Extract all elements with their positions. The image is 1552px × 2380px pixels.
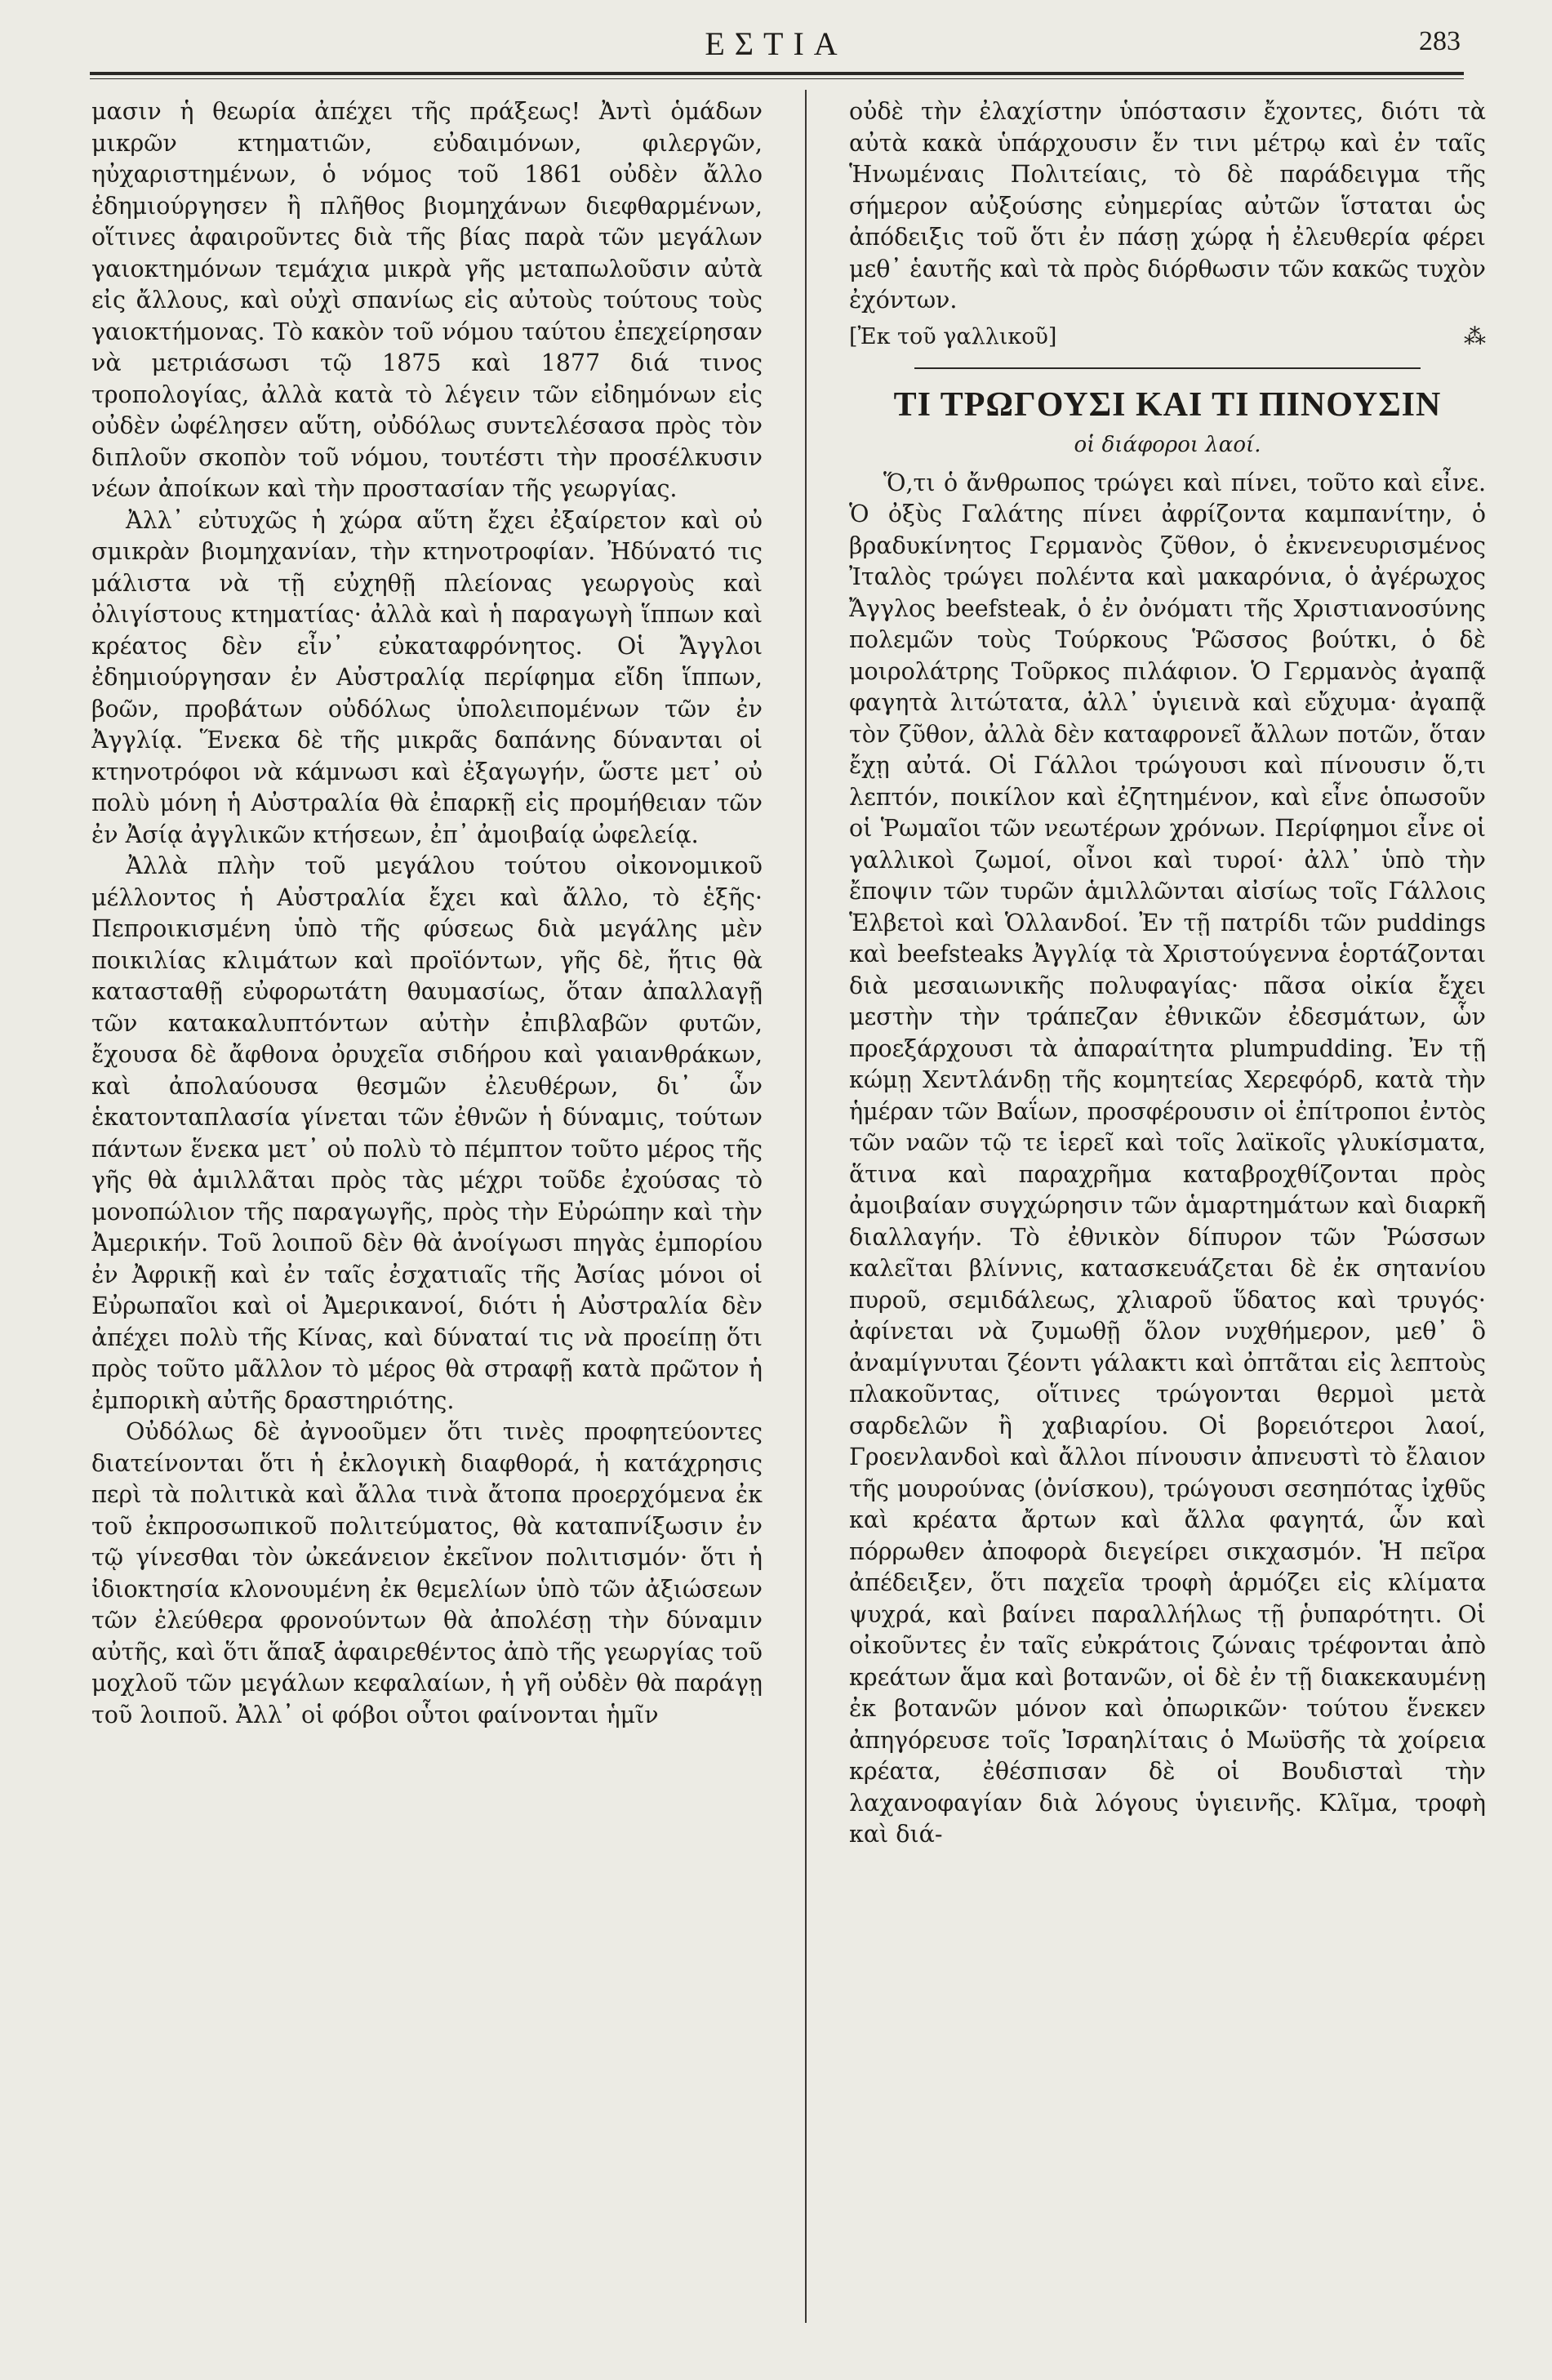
paragraph: Ἀλλὰ πλὴν τοῦ μεγάλου τούτου οἰκονομικοῦ μέλλοντος ἡ Αὐστραλία ἔχει καὶ ἄλλο, τὸ ἑξῆς· Πεπροικισμένη ὑπὸ τῆς φύσεως διὰ μεγάλης μὲν ποικιλίας κλιμάτων καὶ προϊόντων, γῆς δὲ, ἥτις θὰ κατασταθῇ εὐφορωτάτη θαυμασίως, ὅταν ἀπαλλαγῇ τῶν κατακαλυπτόντων αὐτὴν ἐπιβλαβῶν φυτῶν, ἔχουσα δὲ ἄφθονα ὀρυχεῖα σιδήρου καὶ γαιανθράκων, καὶ ἀπολαύουσα θεσμῶν ἐλευθέρων, δι᾽ ὧν ἑκατονταπλασία γίνεται τῶν ἐθνῶν ἡ δύναμις, τούτων πάντων ἕνεκα μετ᾽ οὐ πολὺ τὸ πέμπτον τοῦτο μέρος τῆς γῆς θὰ ἁμιλλᾶται πρὸς τὰς μέχρι τοῦδε ἐχούσας τὸ μονοπώλιον τῆς παραγωγῆς, πρὸς τὴν Εὐρώπην καὶ τὴν Ἀμερικήν. Τοῦ λοιποῦ δὲν θὰ ἀνοίγωσι πηγὰς ἐμπορίου ἐν Ἀφρικῇ καὶ ἐν ταῖς ἐσχατιαῖς τῆς Ἀσίας μόνοι οἱ Εὐρωπαῖοι καὶ οἱ Ἀμερικανοί, διότι ἡ Αὐστραλία δὲν ἀπέχει πολὺ τῆς Κίνας, καὶ δύναταί τις νὰ προείπῃ ὅτι πρὸς τοῦτο μᾶλλον τὸ μέρος θὰ στραφῇ κατὰ πρῶτον ἡ ἐμπορικὴ αὐτῆς δραστηριότης. xyxy=(91,852,763,1414)
right-column xyxy=(849,96,1486,2331)
article-subtitle: οἱ διάφοροι λαοί. xyxy=(1074,433,1261,457)
header-rule-thin xyxy=(90,78,1464,79)
paragraph: μασιν ἡ θεωρία ἀπέχει τῆς πράξεως! Ἀντὶ ὁμάδων μικρῶν κτηματιῶν, εὐδαιμόνων, φιλεργῶν, ηὐχαριστημένων, ὁ νόμος τοῦ 1861 οὐδὲν ἄλλο ἐδημιούργησεν ἢ πλῆθος βιομηχάνων διεφθαρμένων, οἵτινες ἀφαιροῦντες διὰ τῆς βίας παρὰ τῶν μεγάλων γαιοκτημόνων τεμάχια μικρὰ γῆς μεταπωλοῦσιν αὐτὰ εἰς ἄλλους, καὶ οὐχὶ σπανίως εἰς αὐτοὺς τούτους τοὺς γαιοκτήμονας. Τὸ κακὸν τοῦ νόμου ταύτου ἐπεχείρησαν νὰ μετριάσωσι τῷ 1875 καὶ 1877 διά τινος τροπολογίας, ἀλλὰ κατὰ τὸ λέγειν τῶν εἰδημόνων εἰς οὐδὲν ὠφέλησεν αὕτη, οὐδόλως συντελέσασα πρὸς τὸν διπλοῦν σκοπὸν τοῦ νόμου, τουτέστι τὴν προσέλκυσιν νέων ἀποίκων καὶ τὴν προστασίαν τῆς γεωργίας. xyxy=(91,98,763,502)
paragraph: οὐδὲ τὴν ἐλαχίστην ὑπόστασιν ἔχοντες, διότι τὰ αὐτὰ κακὰ ὑπάρχουσιν ἔν τινι μέτρῳ καὶ ἐν ταῖς Ἡνωμέναις Πολιτείαις, τὸ δὲ παράδειγμα τῆς σήμερον αὐξούσης εὐημερίας αὐτῶν ἵσταται ὡς ἀπόδειξις τοῦ ὅτι ἐν πάσῃ χώρᾳ ἡ ἐλευθερία φέρει μεθ᾽ ἑαυτῆς καὶ τὰ πρὸς διόρθωσιν τῶν κακῶς τυχὸν ἐχόντων. xyxy=(849,98,1486,314)
source-note: [Ἐκ τοῦ γαλλικοῦ] xyxy=(849,323,1057,349)
paragraph: Ὅ,τι ὁ ἄνθρωπος τρώγει καὶ πίνει, τοῦτο καὶ εἶνε. Ὁ ὀξὺς Γαλάτης πίνει ἀφρίζοντα καμπανίτην, ὁ βραδυκίνητος Γερμανὸς ζῦθον, ὁ ἐκνενευρισμένος Ἰταλὸς τρώγει πολέντα καὶ μακαρόνια, ὁ ἀγέρωχος Ἄγγλος beefsteak, ὁ ἐν ὀνόματι τῆς Χριστιανοσύνης πολεμῶν τοὺς Τούρκους Ῥῶσσος βούτκι, ὁ δὲ μοιρολάτρης Τοῦρκος πιλάφιον. Ὁ Γερμανὸς ἀγαπᾷ φαγητὰ λιτώτατα, ἀλλ᾽ ὑγιεινὰ καὶ εὔχυμα· ἀγαπᾷ τὸν ζῦθον, ἀλλὰ δὲν καταφρονεῖ ἄλλων ποτῶν, ὅταν ἔχῃ αὐτά. Οἱ Γάλλοι τρώγουσι καὶ πίνουσιν ὅ,τι λεπτόν, ποικίλον καὶ ἐζητημένον, καὶ εἶνε ὁπωσοῦν οἱ Ῥωμαῖοι τῶν νεωτέρων χρόνων. Περίφημοι εἶνε οἱ γαλλικοὶ ζωμοί, οἶνοι καὶ τυροί· ἀλλ᾽ ὑπὸ τὴν ἔποψιν τῶν τυρῶν ἁμιλλῶνται αἰσίως τοῖς Γάλλοις Ἑλβετοὶ καὶ Ὁλλανδοί. Ἐν τῇ πατρίδι τῶν puddings καὶ beefsteaks Ἀγγλίᾳ τὰ Χριστούγεννα ἑορτάζονται διὰ μεσαιωνικῆς πολυφαγίας· πᾶσα οἰκία ἔχει μεστὴν τὴν τράπεζαν ἐθνικῶν ἐδεσμάτων, ὧν προεξάρχουσι τὰ ἀπαραίτητα plumpudding. Ἐν τῇ κώμῃ Χεντλάνδῃ τῆς κομητείας Χερεφόρδ, κατὰ τὴν ἡμέραν τῶν Βαΐων, προσφέρουσιν οἱ ἐπίτροποι ἐντὸς τῶν ναῶν τῷ τε ἱερεῖ καὶ τοῖς λαϊκοῖς γλυκίσματα, ἅτινα καὶ παραχρῆμα καταβροχθίζονται πρὸς ἀμοιβαίαν συγχώρησιν τῶν ἁμαρτημάτων καὶ διαρκῆ διαλλαγήν. Τὸ ἐθνικὸν δίπυρον τῶν Ῥώσσων καλεῖται βλίννις, κατασκευάζεται δὲ ἐκ σητανίου πυροῦ, σεμιδάλεως, χλιαροῦ ὕδατος καὶ τρυγός· ἀφίνεται νὰ ζυμωθῇ ὅλον νυχθήμερον, μεθ᾽ ὃ ἀναμίγνυται ζέοντι γάλακτι καὶ ὀπτᾶται εἰς λεπτοὺς πλακοῦντας, οἵτινες τρώγονται θερμοὶ μετὰ σαρδελῶν ἢ χαβιαρίου. Οἱ βορειότεροι λαοί, Γροενλανδοὶ καὶ ἄλλοι πίνουσιν ἀπνευστὶ τὸ ἔλαιον τῆς μουρούνας (ὀνίσκου), τρώγουσι σεσηπότας ἰχθῦς καὶ κρέατα ἄρτων καὶ ἄλλα φαγητά, ὧν καὶ πόρρωθεν ἀποφορὰ διεγείρει σικχασμόν. Ἡ πεῖρα ἀπέδειξεν, ὅτι παχεῖα τροφὴ ἁρμόζει εἰς κλίματα ψυχρά, καὶ βαίνει παραλλήλως τῇ ῥυπαρότητι. Οἱ οἰκοῦντες ἐν ταῖς εὐκράτοις ζώναις τρέφονται ἀπὸ κρεάτων ἅμα καὶ βοτανῶν, οἱ δὲ ἐν τῇ διακεκαυμένῃ ἐκ βοτανῶν μόνον καὶ ὀπωρικῶν· τούτου ἕνεκεν ἀπηγόρευσε τοῖς Ἰσραηλίταις ὁ Μωϋσῆς τὰ χοίρεια κρέατα, ἐθέσπισαν δὲ οἱ Βουδισταὶ τὴν λαχανοφαγίαν διὰ λόγους ὑγιεινῆς. Κλῖμα, τροφὴ καὶ διά- xyxy=(849,469,1486,1848)
running-head xyxy=(0,15,1552,64)
column-divider xyxy=(805,90,807,2323)
left-column xyxy=(91,96,763,2331)
section-rule xyxy=(914,367,1421,369)
source-line xyxy=(849,322,1486,354)
page-number: 283 xyxy=(1419,26,1461,56)
header-rule xyxy=(90,72,1464,75)
paragraph: Ἀλλ᾽ εὐτυχῶς ἡ χώρα αὕτη ἔχει ἐξαίρετον καὶ οὐ σμικρὰν βιομηχανίαν, τὴν κτηνοτροφίαν. Ἠδύνατό τις μάλιστα νὰ τῇ εὐχηθῇ πλείονας γεωργοὺς καὶ ὀλιγίστους κτηματίας· ἀλλὰ καὶ ἡ παραγωγὴ ἵππων καὶ κρέατος δὲν εἶν᾽ εὐκαταφρόνητος. Οἱ Ἄγγλοι ἐδημιούργησαν ἐν Αὐστραλίᾳ περίφημα εἴδη ἵππων, βοῶν, προβάτων οὐδόλως ὑπολειπομένων τῶν ἐν Ἀγγλίᾳ. Ἕνεκα δὲ τῆς μικρᾶς δαπάνης δύνανται οἱ κτηνοτρόφοι νὰ κάμνωσι καὶ ἐξαγωγήν, ὥστε μετ᾽ οὐ πολὺ μόνη ἡ Αὐστραλία θὰ ἐπαρκῇ εἰς προμήθειαν τῶν ἐν Ἀσίᾳ ἀγγλικῶν κτήσεων, ἐπ᾽ ἀμοιβαίᾳ ὠφελείᾳ. xyxy=(91,506,763,848)
article-title: ΤΙ ΤΡΩΓΟΥΣΙ ΚΑΙ ΤΙ ΠΙΝΟΥΣΙΝ xyxy=(893,386,1442,424)
paragraph: Οὐδόλως δὲ ἀγνοοῦμεν ὅτι τινὲς προφητεύοντες διατείνονται ὅτι ἡ ἐκλογικὴ διαφθορά, ἡ κατάχρησις περὶ τὰ πολιτικὰ καὶ ἄλλα τινὰ ἄτοπα προερχόμενα ἐκ τοῦ ἐκπροσωπικοῦ πολιτεύματος, θὰ καταπνίξωσιν ἐν τῷ γίνεσθαι τὸν ὠκεάνειον ἐκεῖνον πολιτισμόν· ὅτι ἡ ἰδιοκτησία κλονουμένη ἐκ θεμελίων ὑπὸ τῶν ἀξιώσεων τῶν ἐλεύθερα φρονούντων θὰ ἀπολέσῃ τὴν δύναμιν αὐτῆς, καὶ ὅτι ἅπαξ ἀφαιρεθέντος ἀπὸ τῆς γεωργίας τοῦ μοχλοῦ τῶν μεγάλων κεφαλαίων, ἡ γῆ οὐδὲν θὰ παράγῃ τοῦ λοιποῦ. Ἀλλ᾽ οἱ φόβοι οὗτοι φαίνονται ἡμῖν xyxy=(91,1418,763,1728)
journal-title: ΕΣΤΙΑ xyxy=(705,25,847,62)
asterism: ⁂ xyxy=(1464,323,1486,349)
